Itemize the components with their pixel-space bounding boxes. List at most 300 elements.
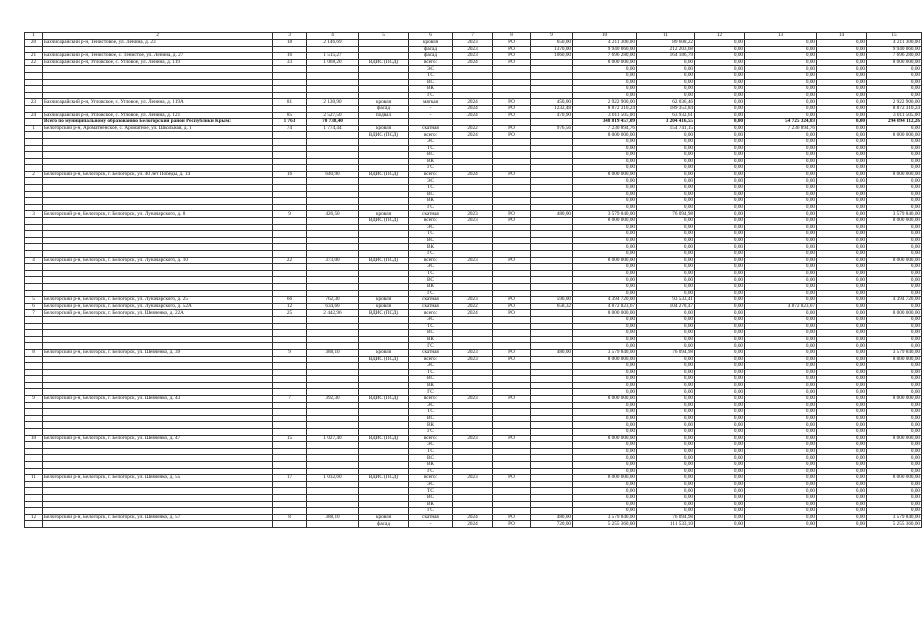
cell-c3 bbox=[273, 369, 307, 376]
cell-c4: 2 527,50 bbox=[307, 112, 359, 119]
cell-c9 bbox=[531, 415, 573, 422]
cell-c7: 2023 bbox=[453, 46, 493, 53]
cell-c7: 2024 bbox=[453, 171, 493, 178]
cell-c8 bbox=[493, 336, 531, 343]
cell-addr bbox=[43, 415, 273, 422]
cell-c5: ВДИС (ПСД) bbox=[359, 310, 409, 317]
cell-c4: 1 515,27 bbox=[307, 53, 359, 60]
cell-c10: 0,00 bbox=[573, 376, 637, 383]
cell-c4 bbox=[307, 330, 359, 337]
cell-c8 bbox=[493, 79, 531, 86]
cell-c7 bbox=[453, 448, 493, 455]
cell-addr bbox=[43, 132, 273, 139]
cell-c14: 0,00 bbox=[817, 46, 867, 53]
cell-addr bbox=[43, 283, 273, 290]
cell-addr bbox=[43, 92, 273, 99]
cell-c12: 0,00 bbox=[695, 501, 745, 508]
cell-c15: 0,00 bbox=[867, 264, 922, 271]
cell-c13: 0,00 bbox=[745, 244, 817, 251]
cell-c5 bbox=[359, 448, 409, 455]
cell-c14: 0,00 bbox=[817, 336, 867, 343]
cell-c14: 0,00 bbox=[817, 343, 867, 350]
cell-c6: мягкая bbox=[409, 99, 453, 106]
cell-c9 bbox=[531, 376, 573, 383]
cell-c9 bbox=[531, 218, 573, 225]
cell-c5 bbox=[359, 198, 409, 205]
cell-c11: 0,00 bbox=[637, 343, 695, 350]
cell-c6: ВС bbox=[409, 376, 453, 383]
cell-c11: 0,00 bbox=[637, 204, 695, 211]
cell-no bbox=[25, 422, 43, 429]
cell-c5: кровля bbox=[359, 99, 409, 106]
cell-c5 bbox=[359, 422, 409, 429]
cell-c10: 0,00 bbox=[573, 244, 637, 251]
cell-c13: 0,00 bbox=[745, 396, 817, 403]
cell-c4: 388,10 bbox=[307, 349, 359, 356]
cell-addr bbox=[43, 277, 273, 284]
cell-c12: 0,00 bbox=[695, 369, 745, 376]
cell-c15: 0,00 bbox=[867, 422, 922, 429]
table-row bbox=[25, 521, 922, 528]
cell-c12: 0,00 bbox=[695, 59, 745, 66]
cell-c7 bbox=[453, 442, 493, 449]
cell-c15: 0,00 bbox=[867, 402, 922, 409]
cell-c8 bbox=[493, 138, 531, 145]
cell-c15: 8 000 000,00 bbox=[867, 310, 922, 317]
cell-c8 bbox=[493, 494, 531, 501]
cell-c12: 0,00 bbox=[695, 330, 745, 337]
cell-c13: 0,00 bbox=[745, 330, 817, 337]
cell-c3: 1 763 bbox=[273, 119, 307, 126]
cell-c6: - bbox=[409, 105, 453, 112]
cell-c6: ВК bbox=[409, 336, 453, 343]
cell-addr bbox=[43, 488, 273, 495]
cell-c9 bbox=[531, 429, 573, 436]
cell-c15: 0,00 bbox=[867, 237, 922, 244]
cell-c12: 0,00 bbox=[695, 488, 745, 495]
cell-c6: ЭС bbox=[409, 316, 453, 323]
cell-c10: 0,00 bbox=[573, 330, 637, 337]
cell-c14: 0,00 bbox=[817, 277, 867, 284]
cell-addr bbox=[43, 494, 273, 501]
cell-c7: 2023 bbox=[453, 475, 493, 482]
cell-c3 bbox=[273, 481, 307, 488]
cell-c10: 0,00 bbox=[573, 66, 637, 73]
cell-c4 bbox=[307, 462, 359, 469]
cell-c14: 0,00 bbox=[817, 40, 867, 47]
cell-c12: 0,00 bbox=[695, 396, 745, 403]
cell-c11: 0,00 bbox=[637, 59, 695, 66]
cell-c6: фасад bbox=[409, 46, 453, 53]
table-row bbox=[25, 86, 922, 93]
column-number: 2 bbox=[43, 33, 273, 40]
cell-c12: 0,00 bbox=[695, 264, 745, 271]
cell-c10: 0,00 bbox=[573, 389, 637, 396]
cell-c8: РО bbox=[493, 218, 531, 225]
cell-c4: 426,50 bbox=[307, 211, 359, 218]
cell-c9 bbox=[531, 310, 573, 317]
cell-c10: 0,00 bbox=[573, 481, 637, 488]
cell-c12: 0,00 bbox=[695, 435, 745, 442]
cell-c4 bbox=[307, 402, 359, 409]
cell-c15: 3 579 840,00 bbox=[867, 349, 922, 356]
cell-c6: ЭС bbox=[409, 264, 453, 271]
cell-c13: 0,00 bbox=[745, 429, 817, 436]
cell-c12: 0,00 bbox=[695, 191, 745, 198]
cell-c4: 388,10 bbox=[307, 514, 359, 521]
cell-c6: ВК bbox=[409, 462, 453, 469]
table-row bbox=[25, 191, 922, 198]
cell-c5 bbox=[359, 86, 409, 93]
cell-no bbox=[25, 442, 43, 449]
cell-c13: 0,00 bbox=[745, 494, 817, 501]
cell-c9 bbox=[531, 251, 573, 258]
cell-c3: 8 bbox=[273, 514, 307, 521]
cell-c3: 17 bbox=[273, 475, 307, 482]
cell-c14: 0,00 bbox=[817, 191, 867, 198]
cell-c5: ВДИС (ПСД) bbox=[359, 59, 409, 66]
cell-c5 bbox=[359, 40, 409, 47]
cell-c14: 0,00 bbox=[817, 59, 867, 66]
cell-c9 bbox=[531, 330, 573, 337]
table-row bbox=[25, 277, 922, 284]
cell-addr bbox=[43, 270, 273, 277]
cell-c3: 16 bbox=[273, 53, 307, 60]
cell-addr bbox=[43, 138, 273, 145]
cell-c7 bbox=[453, 138, 493, 145]
cell-c7 bbox=[453, 376, 493, 383]
cell-c6: ВС bbox=[409, 152, 453, 159]
cell-c7 bbox=[453, 244, 493, 251]
cell-c15: 0,00 bbox=[867, 508, 922, 515]
cell-c6: ВК bbox=[409, 86, 453, 93]
cell-c7: 2022 bbox=[453, 125, 493, 132]
cell-c11: 0,00 bbox=[637, 283, 695, 290]
cell-c7 bbox=[453, 178, 493, 185]
cell-c11: 0,00 bbox=[637, 455, 695, 462]
cell-no bbox=[25, 264, 43, 271]
cell-c10: 8 000 000,00 bbox=[573, 132, 637, 139]
cell-c13: 0,00 bbox=[745, 508, 817, 515]
cell-c15: 0,00 bbox=[867, 277, 922, 284]
cell-c4: 392,30 bbox=[307, 396, 359, 403]
cell-c11: 0,00 bbox=[637, 290, 695, 297]
cell-c3 bbox=[273, 152, 307, 159]
cell-c12: 0,00 bbox=[695, 508, 745, 515]
cell-no bbox=[25, 185, 43, 192]
cell-c15: 3 011 505,00 bbox=[867, 112, 922, 119]
cell-c6: скатная bbox=[409, 297, 453, 304]
cell-c9 bbox=[531, 363, 573, 370]
table-row bbox=[25, 178, 922, 185]
table-row bbox=[25, 330, 922, 337]
cell-c6: всего: bbox=[409, 310, 453, 317]
cell-addr: Белогорский р-н, Белогорск, г. Белогорск, ул. Шевченко, д. 39 bbox=[43, 349, 273, 356]
cell-addr bbox=[43, 178, 273, 185]
cell-c8 bbox=[493, 448, 531, 455]
cell-c12: 0,00 bbox=[695, 310, 745, 317]
cell-c6: всего: bbox=[409, 435, 453, 442]
cell-c7 bbox=[453, 237, 493, 244]
cell-c12: 0,00 bbox=[695, 415, 745, 422]
cell-c10: 0,00 bbox=[573, 363, 637, 370]
cell-c7 bbox=[453, 422, 493, 429]
cell-c4 bbox=[307, 422, 359, 429]
cell-c8 bbox=[493, 264, 531, 271]
cell-c3 bbox=[273, 145, 307, 152]
cell-c12: 0,00 bbox=[695, 283, 745, 290]
cell-c7 bbox=[453, 488, 493, 495]
cell-c14: 0,00 bbox=[817, 171, 867, 178]
cell-c9 bbox=[531, 422, 573, 429]
cell-no: 4 bbox=[25, 257, 43, 264]
cell-c3 bbox=[273, 415, 307, 422]
cell-addr bbox=[43, 501, 273, 508]
cell-c6: ТС bbox=[409, 145, 453, 152]
cell-c7 bbox=[453, 382, 493, 389]
cell-c13: 0,00 bbox=[745, 455, 817, 462]
cell-c11: 0,00 bbox=[637, 251, 695, 258]
cell-addr bbox=[43, 145, 273, 152]
column-number: 1 bbox=[25, 33, 43, 40]
cell-c12: 0,00 bbox=[695, 389, 745, 396]
cell-c12: 0,00 bbox=[695, 277, 745, 284]
cell-c11: 0,00 bbox=[637, 389, 695, 396]
cell-c10: 0,00 bbox=[573, 178, 637, 185]
cell-c7 bbox=[453, 501, 493, 508]
cell-c13: 0,00 bbox=[745, 72, 817, 79]
cell-c8: РО bbox=[493, 46, 531, 53]
cell-c12: 0,00 bbox=[695, 171, 745, 178]
cell-c13: 0,00 bbox=[745, 270, 817, 277]
cell-c13: 0,00 bbox=[745, 349, 817, 356]
cell-c12: 0,00 bbox=[695, 165, 745, 172]
cell-addr bbox=[43, 224, 273, 231]
cell-c10: 0,00 bbox=[573, 382, 637, 389]
cell-no bbox=[25, 501, 43, 508]
cell-c6: ЭС bbox=[409, 481, 453, 488]
cell-c4 bbox=[307, 376, 359, 383]
cell-c13: 0,00 bbox=[745, 264, 817, 271]
cell-c12: 0,00 bbox=[695, 92, 745, 99]
cell-c4 bbox=[307, 277, 359, 284]
cell-c11: 0,00 bbox=[637, 165, 695, 172]
cell-c11: 0,00 bbox=[637, 171, 695, 178]
cell-c14: 0,00 bbox=[817, 468, 867, 475]
cell-c11: 0,00 bbox=[637, 178, 695, 185]
cell-c8 bbox=[493, 462, 531, 469]
cell-c6: ВК bbox=[409, 198, 453, 205]
cell-addr bbox=[43, 218, 273, 225]
cell-c6: ВК bbox=[409, 158, 453, 165]
cell-c15: 0,00 bbox=[867, 429, 922, 436]
cell-c15: 0,00 bbox=[867, 204, 922, 211]
cell-c15: 0,00 bbox=[867, 290, 922, 297]
cell-c7: 2023 bbox=[453, 211, 493, 218]
table-row bbox=[25, 409, 922, 416]
table-row bbox=[25, 481, 922, 488]
cell-c8 bbox=[493, 330, 531, 337]
cell-c8: РО bbox=[493, 211, 531, 218]
cell-c13: 0,00 bbox=[745, 46, 817, 53]
cell-c12: 0,00 bbox=[695, 99, 745, 106]
cell-c9 bbox=[531, 501, 573, 508]
cell-c14: 0,00 bbox=[817, 99, 867, 106]
cell-c13: 0,00 bbox=[745, 297, 817, 304]
cell-c12: 0,00 bbox=[695, 251, 745, 258]
cell-c5 bbox=[359, 501, 409, 508]
cell-c3: 85 bbox=[273, 112, 307, 119]
cell-c15: 0,00 bbox=[867, 138, 922, 145]
cell-c12: 0,00 bbox=[695, 112, 745, 119]
cell-c8: РО bbox=[493, 514, 531, 521]
cell-addr bbox=[43, 231, 273, 238]
cell-c11: 76 094,98 bbox=[637, 514, 695, 521]
cell-c12: 0,00 bbox=[695, 125, 745, 132]
cell-c6: скатная bbox=[409, 349, 453, 356]
cell-c5: кровля bbox=[359, 297, 409, 304]
cell-c3 bbox=[273, 138, 307, 145]
cell-c11: 164 186,79 bbox=[637, 53, 695, 60]
cell-c11: 212 203,68 bbox=[637, 46, 695, 53]
cell-no bbox=[25, 237, 43, 244]
cell-c9: 450,00 bbox=[531, 99, 573, 106]
cell-c10: 4 394 720,00 bbox=[573, 297, 637, 304]
cell-c3: 9 bbox=[273, 211, 307, 218]
table-row bbox=[25, 92, 922, 99]
cell-c11: 0,00 bbox=[637, 316, 695, 323]
cell-addr bbox=[43, 422, 273, 429]
cell-c4 bbox=[307, 145, 359, 152]
cell-c5 bbox=[359, 442, 409, 449]
cell-c10: 3 579 840,00 bbox=[573, 349, 637, 356]
cell-c3: 66 bbox=[273, 297, 307, 304]
cell-c8: РО bbox=[493, 171, 531, 178]
cell-c12: 0,00 bbox=[695, 409, 745, 416]
cell-c11: 76 094,98 bbox=[637, 211, 695, 218]
cell-c6: ТС bbox=[409, 409, 453, 416]
cell-no bbox=[25, 132, 43, 139]
cell-c12: 0,00 bbox=[695, 336, 745, 343]
cell-c10: 8 000 000,00 bbox=[573, 356, 637, 363]
cell-c7: 2024 bbox=[453, 105, 493, 112]
cell-c13: 0,00 bbox=[745, 283, 817, 290]
cell-c10: 8 000 000,00 bbox=[573, 59, 637, 66]
cell-c11: 0,00 bbox=[637, 356, 695, 363]
cell-c5 bbox=[359, 237, 409, 244]
cell-addr bbox=[43, 330, 273, 337]
table-row bbox=[25, 455, 922, 462]
cell-c5 bbox=[359, 455, 409, 462]
cell-c7: 2023 bbox=[453, 297, 493, 304]
cell-c6: ВС bbox=[409, 455, 453, 462]
cell-c15: 8 000 000,00 bbox=[867, 475, 922, 482]
cell-c15: 0,00 bbox=[867, 152, 922, 159]
cell-c13: 0,00 bbox=[745, 145, 817, 152]
cell-c14: 0,00 bbox=[817, 303, 867, 310]
cell-c13: 0,00 bbox=[745, 422, 817, 429]
cell-c11: 0,00 bbox=[637, 66, 695, 73]
cell-c9: 658,32 bbox=[531, 303, 573, 310]
cell-c5 bbox=[359, 402, 409, 409]
cell-c12: 0,00 bbox=[695, 323, 745, 330]
cell-addr bbox=[43, 382, 273, 389]
cell-c3 bbox=[273, 330, 307, 337]
cell-no: 3 bbox=[25, 211, 43, 218]
column-number: 12 bbox=[695, 33, 745, 40]
cell-c15: 8 872 310,24 bbox=[867, 105, 922, 112]
table-row bbox=[25, 158, 922, 165]
cell-c14: 0,00 bbox=[817, 283, 867, 290]
cell-c13: 0,00 bbox=[745, 316, 817, 323]
cell-c4 bbox=[307, 132, 359, 139]
cell-c8: РО bbox=[493, 132, 531, 139]
cell-c5: ВДИС (ПСД) bbox=[359, 356, 409, 363]
cell-c8: РО bbox=[493, 521, 531, 528]
cell-c12: 0,00 bbox=[695, 297, 745, 304]
cell-c12: 0,00 bbox=[695, 290, 745, 297]
column-number: 6 bbox=[409, 33, 453, 40]
cell-c5: кровля bbox=[359, 514, 409, 521]
cell-c15: 5 255 360,00 bbox=[867, 521, 922, 528]
table-row bbox=[25, 224, 922, 231]
cell-c6: всего: bbox=[409, 218, 453, 225]
cell-c8 bbox=[493, 277, 531, 284]
table-row bbox=[25, 435, 922, 442]
cell-c10: 0,00 bbox=[573, 231, 637, 238]
cell-c4: 1 027,40 bbox=[307, 435, 359, 442]
cell-c4 bbox=[307, 79, 359, 86]
cell-c4 bbox=[307, 231, 359, 238]
cell-c4: 2 442,96 bbox=[307, 310, 359, 317]
cell-c4 bbox=[307, 72, 359, 79]
cell-c9: 1232,48 bbox=[531, 105, 573, 112]
cell-c13: 0,00 bbox=[745, 409, 817, 416]
cell-c10: 0,00 bbox=[573, 336, 637, 343]
cell-c12: 0,00 bbox=[695, 211, 745, 218]
cell-c8 bbox=[493, 323, 531, 330]
cell-c15: 0,00 bbox=[867, 462, 922, 469]
cell-c12: 0,00 bbox=[695, 257, 745, 264]
cell-c13: 0,00 bbox=[745, 402, 817, 409]
cell-c15: 0,00 bbox=[867, 442, 922, 449]
cell-c12: 0,00 bbox=[695, 138, 745, 145]
cell-c4 bbox=[307, 224, 359, 231]
cell-c14: 0,00 bbox=[817, 92, 867, 99]
cell-c9: 1060,00 bbox=[531, 53, 573, 60]
column-number: 5 bbox=[359, 33, 409, 40]
cell-c11: 0,00 bbox=[637, 501, 695, 508]
cell-c11: 0,00 bbox=[637, 376, 695, 383]
cell-c13: 0,00 bbox=[745, 343, 817, 350]
table-row bbox=[25, 396, 922, 403]
cell-c4: 762,30 bbox=[307, 297, 359, 304]
cell-c7 bbox=[453, 323, 493, 330]
cell-c15: 4 211 300,00 bbox=[867, 40, 922, 47]
cell-c15: 3 579 840,00 bbox=[867, 514, 922, 521]
cell-c7 bbox=[453, 336, 493, 343]
cell-no bbox=[25, 363, 43, 370]
cell-c14: 0,00 bbox=[817, 152, 867, 159]
cell-no bbox=[25, 402, 43, 409]
cell-c14: 0,00 bbox=[817, 72, 867, 79]
column-number: 3 bbox=[273, 33, 307, 40]
cell-c3 bbox=[273, 316, 307, 323]
cell-c14: 0,00 bbox=[817, 244, 867, 251]
cell-c7: 2024 bbox=[453, 521, 493, 528]
cell-c11: 104 278,47 bbox=[637, 303, 695, 310]
cell-c13: 0,00 bbox=[745, 211, 817, 218]
